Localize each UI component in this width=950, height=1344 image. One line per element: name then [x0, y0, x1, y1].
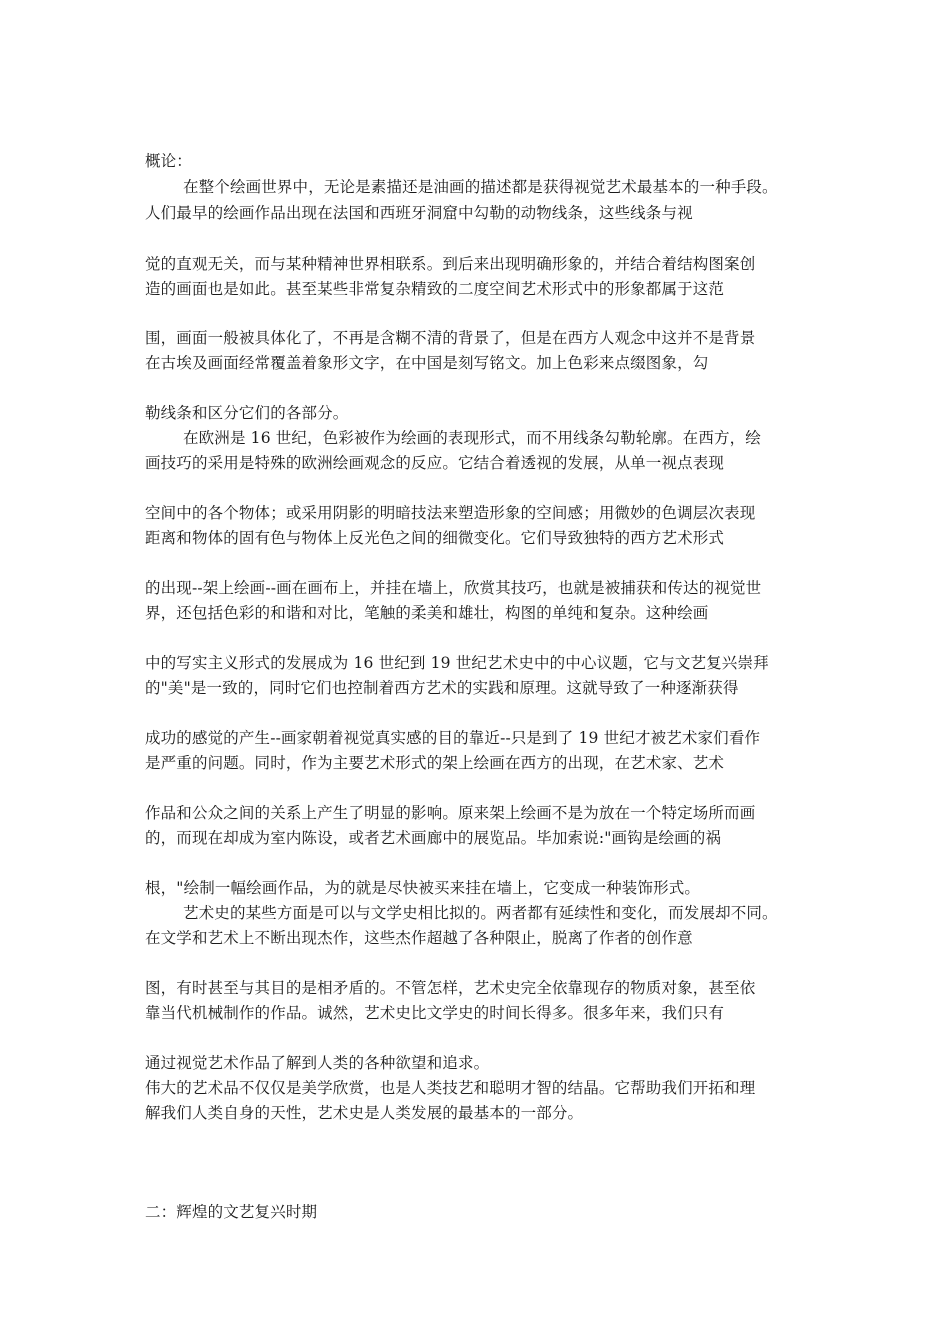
- section-heading-overview: 概论：: [145, 152, 192, 170]
- paragraph-line: 通过视觉艺术作品了解到人类的各种欲望和追求。: [145, 1054, 490, 1072]
- paragraph-line: 靠当代机械制作的作品。诚然，艺术史比文学史的时间长得多。很多年来，我们只有: [145, 1004, 725, 1022]
- paragraph-line: 画技巧的采用是特殊的欧洲绘画观念的反应。它结合着透视的发展，从单一视点表现: [145, 454, 725, 472]
- paragraph-line: 作品和公众之间的关系上产生了明显的影响。原来架上绘画不是为放在一个特定场所而画: [145, 804, 756, 822]
- paragraph-line: 距离和物体的固有色与物体上反光色之间的细微变化。它们导致独特的西方艺术形式: [145, 529, 725, 547]
- paragraph-line: 解我们人类自身的天性，艺术史是人类发展的最基本的一部分。: [145, 1104, 584, 1122]
- paragraph-line: 勒线条和区分它们的各部分。: [145, 404, 349, 422]
- paragraph-line: 是严重的问题。同时，作为主要艺术形式的架上绘画在西方的出现，在艺术家、艺术: [145, 754, 725, 772]
- paragraph-line: 的出现--架上绘画--画在画布上，并挂在墙上，欣赏其技巧，也就是被捕获和传达的视觉世: [145, 579, 762, 597]
- paragraph-line: 的"美"是一致的，同时它们也控制着西方艺术的实践和原理。这就导致了一种逐渐获得: [145, 679, 739, 697]
- paragraph-line: 围，画面一般被具体化了，不再是含糊不清的背景了，但是在西方人观念中这并不是背景: [145, 329, 756, 347]
- paragraph-line: 在整个绘画世界中，无论是素描还是油画的描述都是获得视觉艺术最基本的一种手段。: [183, 178, 778, 196]
- paragraph-line: 艺术史的某些方面是可以与文学史相比拟的。两者都有延续性和变化，而发展却不同。: [183, 904, 778, 922]
- paragraph-line: 中的写实主义形式的发展成为 16 世纪到 19 世纪艺术史中的中心议题，它与文艺复兴崇拜: [145, 654, 769, 672]
- paragraph-line: 人们最早的绘画作品出现在法国和西班牙洞窟中勾勒的动物线条，这些线条与视: [145, 204, 693, 222]
- paragraph-line: 在文学和艺术上不断出现杰作，这些杰作超越了各种限止，脱离了作者的创作意: [145, 929, 693, 947]
- paragraph-line: 的，而现在却成为室内陈设，或者艺术画廊中的展览品。毕加索说:"画钩是绘画的祸: [145, 829, 722, 847]
- paragraph-line: 伟大的艺术品不仅仅是美学欣赏，也是人类技艺和聪明才智的结晶。它帮助我们开拓和理: [145, 1079, 756, 1097]
- paragraph-line: 在古埃及画面经常覆盖着象形文字，在中国是刻写铭文。加上色彩来点缀图象，勾: [145, 354, 709, 372]
- paragraph-line: 空间中的各个物体；或采用阴影的明暗技法来塑造形象的空间感；用微妙的色调层次表现: [145, 504, 756, 522]
- paragraph-line: 界，还包括色彩的和谐和对比，笔触的柔美和雄壮，构图的单纯和复杂。这种绘画: [145, 604, 709, 622]
- paragraph-line: 在欧洲是 16 世纪，色彩被作为绘画的表现形式，而不用线条勾勒轮廓。在西方，绘: [183, 429, 761, 447]
- paragraph-line: 根，"绘制一幅绘画作品，为的就是尽快被买来挂在墙上，它变成一种装饰形式。: [145, 879, 701, 897]
- paragraph-line: 成功的感觉的产生--画家朝着视觉真实感的目的靠近--只是到了 19 世纪才被艺术家们看作: [145, 729, 761, 747]
- paragraph-line: 觉的直观无关，而与某种精神世界相联系。到后来出现明确形象的，并结合着结构图案创: [145, 255, 756, 273]
- paragraph-line: 图，有时甚至与其目的是相矛盾的。不管怎样，艺术史完全依靠现存的物质对象，甚至依: [145, 979, 756, 997]
- paragraph-line: 造的画面也是如此。甚至某些非常复杂精致的二度空间艺术形式中的形象都属于这范: [145, 280, 725, 298]
- section-heading-two: 二：辉煌的文艺复兴时期: [145, 1203, 318, 1221]
